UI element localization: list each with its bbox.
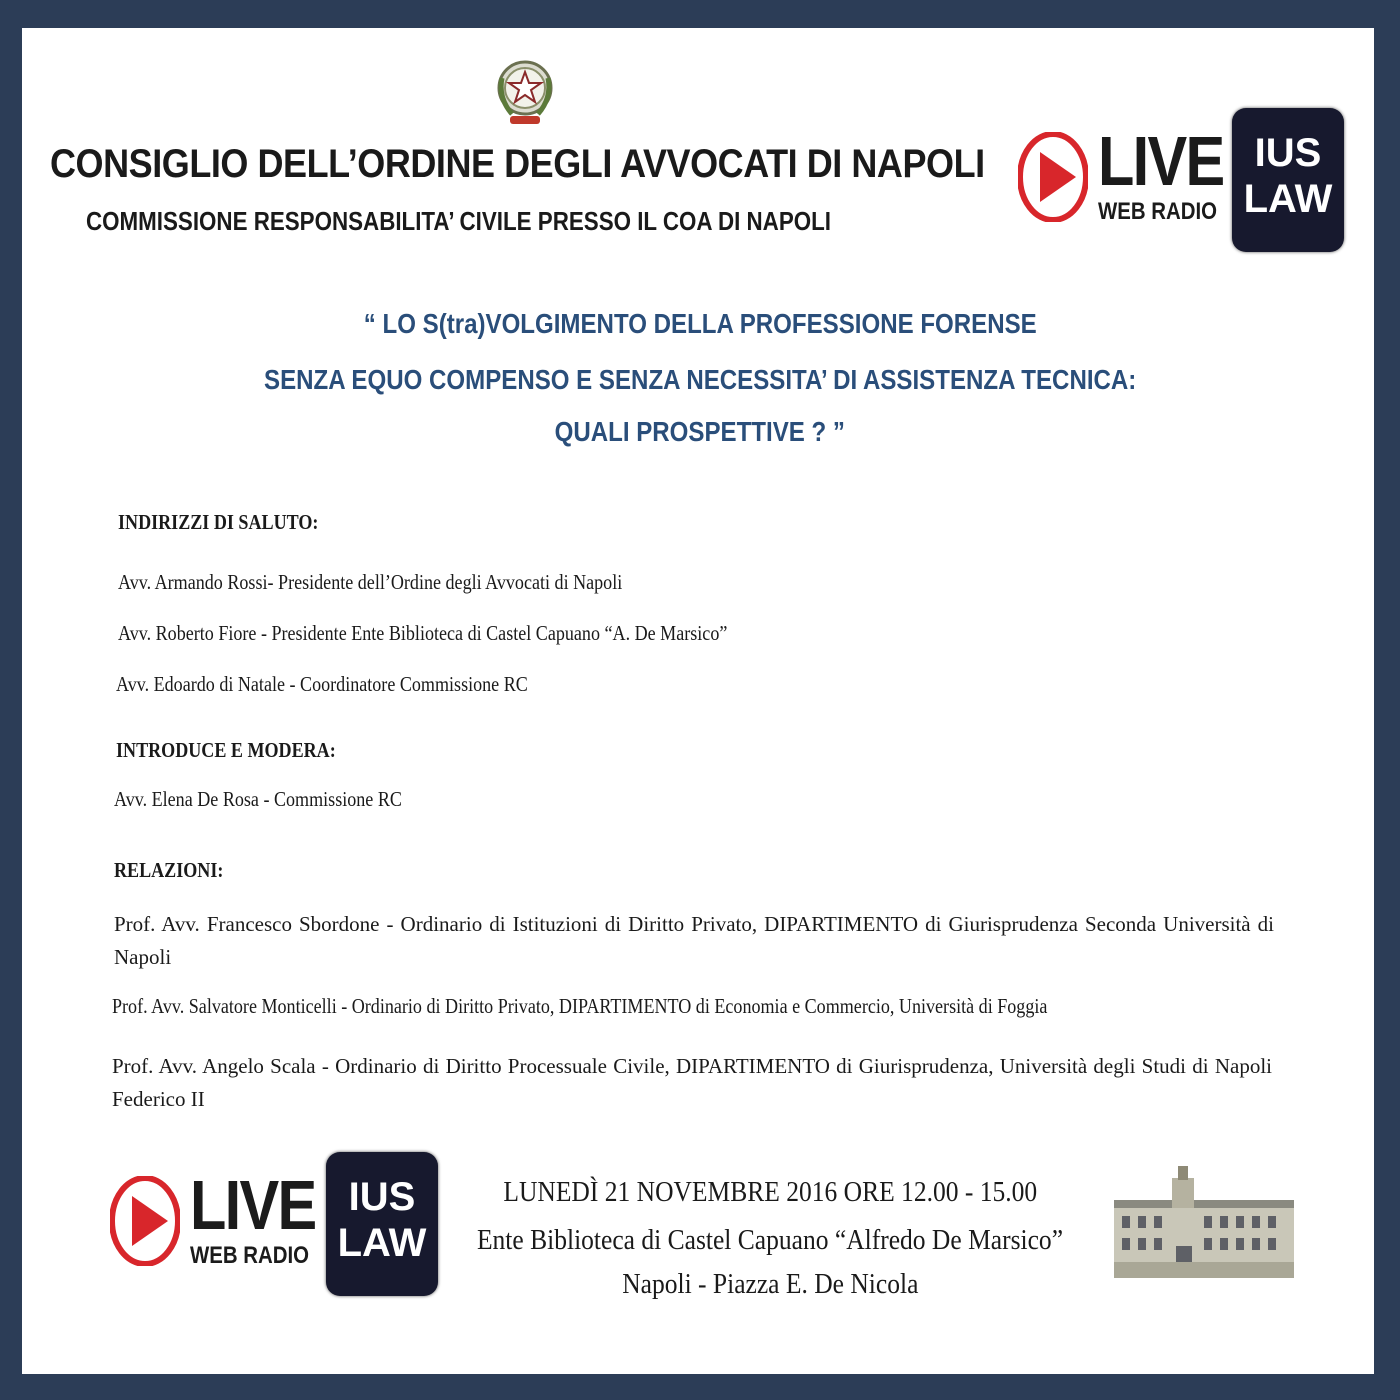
moderatore-name: Avv. Elena De Rosa - Commissione RC — [114, 787, 402, 811]
live-web-radio-logo — [110, 1152, 440, 1302]
ius-law-badge — [326, 1152, 438, 1296]
event-venue: Ente Biblioteca di Castel Capuano “Alfredo De Marsico” — [476, 1224, 1064, 1256]
saluti-item: Avv. Roberto Fiore - Presidente Ente Biblioteca di Castel Capuano “A. De Marsico” — [118, 621, 728, 645]
play-icon — [110, 1176, 180, 1266]
law-label: LAW — [1243, 177, 1333, 221]
saluti-item: Avv. Armando Rossi- Presidente dell’Ordine degli Avvocati di Napoli — [118, 570, 623, 594]
event-address: Napoli - Piazza E. De Nicola — [621, 1268, 919, 1300]
relazioni-heading: RELAZIONI: — [114, 858, 224, 882]
law-label: LAW — [337, 1221, 427, 1265]
saluti-item: Avv. Edoardo di Natale - Coordinatore Commissione RC — [116, 672, 528, 696]
live-web-radio-logo — [1018, 108, 1348, 258]
relazione-item: Prof. Avv. Salvatore Monticelli - Ordinario di Diritto Privato, DIPARTIMENTO di Economia e Commercio, Università di Foggia — [112, 994, 1048, 1018]
page-subtitle: COMMISSIONE RESPONSABILITA’ CIVILE PRESSO IL COA DI NAPOLI — [86, 206, 832, 236]
ius-label: IUS — [348, 1175, 416, 1219]
live-label: LIVE — [1098, 122, 1224, 200]
ius-law-badge — [1232, 108, 1344, 252]
italian-republic-emblem-icon — [494, 48, 556, 132]
moderatore-heading: INTRODUCE E MODERA: — [116, 738, 336, 762]
relazione-item: Prof. Avv. Angelo Scala - Ordinario di Diritto Processuale Civile, DIPARTIMENTO di Giurisprudenza, Università degli Studi di Napoli Federico II — [112, 1054, 1272, 1111]
live-label: LIVE — [190, 1166, 316, 1244]
saluti-heading: INDIRIZZI DI SALUTO: — [118, 510, 319, 534]
ius-label: IUS — [1254, 131, 1322, 175]
web-radio-label: WEB RADIO — [1098, 198, 1217, 225]
topic-line-2: SENZA EQUO COMPENSO E SENZA NECESSITA’ DI ASSISTENZA TECNICA: — [263, 364, 1137, 395]
topic-line-1: “ LO S(tra)VOLGIMENTO DELLA PROFESSIONE FORENSE — [363, 308, 1037, 339]
web-radio-label: WEB RADIO — [190, 1242, 309, 1269]
page-title: CONSIGLIO DELL’ORDINE DEGLI AVVOCATI DI NAPOLI — [50, 142, 985, 186]
castel-capuano-building-icon — [1114, 1166, 1294, 1278]
topic-line-3: QUALI PROSPETTIVE ? ” — [554, 416, 846, 447]
relazione-item: Prof. Avv. Francesco Sbordone - Ordinario di Istituzioni di Diritto Privato, DIPARTIMENTO di Giurisprudenza Seconda Università di Napoli — [114, 912, 1274, 969]
event-date: LUNEDÌ 21 NOVEMBRE 2016 ORE 12.00 - 15.00 — [503, 1176, 1037, 1208]
play-icon — [1018, 132, 1088, 222]
